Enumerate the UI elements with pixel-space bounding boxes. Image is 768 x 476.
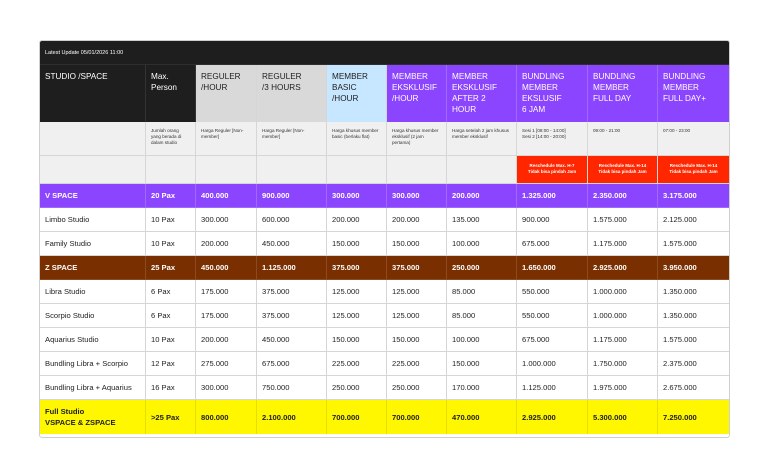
header-member-eksklusif: MEMBER EKSKLUSIF /HOUR bbox=[387, 65, 447, 122]
data-rows bbox=[40, 184, 729, 434]
price-table bbox=[39, 40, 730, 438]
price-cell: 1.000.000 bbox=[517, 352, 588, 376]
price-cell: 675.000 bbox=[517, 232, 588, 256]
v-space-row bbox=[40, 184, 729, 208]
price-cell: 2.675.000 bbox=[658, 376, 729, 400]
price-cell: 150.000 bbox=[327, 232, 387, 256]
header-reguler-3-hours: REGULER /3 HOURS bbox=[257, 65, 327, 122]
price-cell: 400.000 bbox=[196, 184, 257, 208]
price-cell: 1.575.000 bbox=[588, 208, 658, 232]
desc-cell: 09:00 - 21:00 bbox=[588, 122, 658, 156]
price-cell: 1.325.000 bbox=[517, 184, 588, 208]
desc-cell: Harga khusus member eksklusif (2 jam pertama) bbox=[387, 122, 447, 156]
header-member-basic: MEMBER BASIC /HOUR bbox=[327, 65, 387, 122]
latest-update-row bbox=[40, 41, 729, 65]
price-cell: 675.000 bbox=[257, 352, 327, 376]
note-cell bbox=[196, 156, 257, 184]
price-cell: 700.000 bbox=[387, 400, 447, 434]
price-cell: 3.950.000 bbox=[658, 256, 729, 280]
price-cell: 200.000 bbox=[196, 328, 257, 352]
note-cell bbox=[387, 156, 447, 184]
price-cell: 150.000 bbox=[387, 232, 447, 256]
max-person-cell: 16 Pax bbox=[146, 376, 196, 400]
description-row bbox=[40, 122, 729, 156]
price-cell: 1.575.000 bbox=[658, 232, 729, 256]
max-person-cell: 6 Pax bbox=[146, 280, 196, 304]
price-cell: 100.000 bbox=[447, 328, 517, 352]
price-cell: 800.000 bbox=[196, 400, 257, 434]
table-row bbox=[40, 304, 729, 328]
price-cell: 275.000 bbox=[196, 352, 257, 376]
price-cell: 700.000 bbox=[327, 400, 387, 434]
studio-name-cell: Limbo Studio bbox=[40, 208, 146, 232]
desc-cell: Harga Reguler [Non-member] bbox=[257, 122, 327, 156]
price-cell: 200.000 bbox=[196, 232, 257, 256]
header-member-eksklusif-after: MEMBER EKSKLUSIF AFTER 2 HOUR bbox=[447, 65, 517, 122]
note-cell bbox=[257, 156, 327, 184]
note-cell bbox=[40, 156, 146, 184]
price-cell: 900.000 bbox=[517, 208, 588, 232]
price-cell: 550.000 bbox=[517, 280, 588, 304]
max-person-cell: 10 Pax bbox=[146, 208, 196, 232]
table-row bbox=[40, 280, 729, 304]
header-bundling-6-jam: BUNDLING MEMBER EKSLUSIF 6 JAM bbox=[517, 65, 588, 122]
price-cell: 1.000.000 bbox=[588, 280, 658, 304]
desc-cell bbox=[40, 122, 146, 156]
price-cell: 250.000 bbox=[327, 376, 387, 400]
reschedule-note: Reschedule Max. H-14 Tidak bisa pindah Jam bbox=[588, 156, 658, 184]
price-cell: 125.000 bbox=[327, 304, 387, 328]
price-cell: 1.175.000 bbox=[588, 328, 658, 352]
max-person-cell: 12 Pax bbox=[146, 352, 196, 376]
max-person-cell: 25 Pax bbox=[146, 256, 196, 280]
price-cell: 450.000 bbox=[196, 256, 257, 280]
price-cell: 150.000 bbox=[327, 328, 387, 352]
price-cell: 1.125.000 bbox=[257, 256, 327, 280]
studio-name-cell: Libra Studio bbox=[40, 280, 146, 304]
price-cell: 300.000 bbox=[327, 184, 387, 208]
price-cell: 170.000 bbox=[447, 376, 517, 400]
price-cell: 750.000 bbox=[257, 376, 327, 400]
header-max-person: Max. Person bbox=[146, 65, 196, 122]
studio-name-cell: Family Studio bbox=[40, 232, 146, 256]
studio-name-cell: Aquarius Studio bbox=[40, 328, 146, 352]
max-person-cell: 20 Pax bbox=[146, 184, 196, 208]
studio-name-cell: Bundling Libra + Aquarius bbox=[40, 376, 146, 400]
table-row bbox=[40, 208, 729, 232]
studio-name-cell: Bundling Libra + Scorpio bbox=[40, 352, 146, 376]
studio-name-cell: Full Studio VSPACE & ZSPACE bbox=[40, 400, 146, 434]
price-cell: 125.000 bbox=[387, 280, 447, 304]
price-cell: 135.000 bbox=[447, 208, 517, 232]
price-cell: 375.000 bbox=[327, 256, 387, 280]
price-cell: 175.000 bbox=[196, 304, 257, 328]
desc-cell: 07:00 - 23:00 bbox=[658, 122, 729, 156]
price-cell: 150.000 bbox=[447, 352, 517, 376]
price-cell: 1.350.000 bbox=[658, 304, 729, 328]
studio-name-cell: Scorpio Studio bbox=[40, 304, 146, 328]
price-cell: 375.000 bbox=[257, 304, 327, 328]
price-cell: 85.000 bbox=[447, 304, 517, 328]
price-cell: 450.000 bbox=[257, 328, 327, 352]
price-cell: 125.000 bbox=[387, 304, 447, 328]
studio-name-cell: Z SPACE bbox=[40, 256, 146, 280]
price-cell: 225.000 bbox=[387, 352, 447, 376]
reschedule-note: Reschedule Max. H-7 Tidak bisa pindah Jam bbox=[517, 156, 588, 184]
price-cell: 2.925.000 bbox=[517, 400, 588, 434]
price-cell: 1.000.000 bbox=[588, 304, 658, 328]
header-studio-space: STUDIO /SPACE bbox=[40, 65, 146, 122]
note-cell bbox=[447, 156, 517, 184]
price-cell: 2.925.000 bbox=[588, 256, 658, 280]
price-cell: 150.000 bbox=[387, 328, 447, 352]
price-cell: 300.000 bbox=[387, 184, 447, 208]
table-row bbox=[40, 352, 729, 376]
studio-name-cell: V SPACE bbox=[40, 184, 146, 208]
price-cell: 375.000 bbox=[387, 256, 447, 280]
latest-update-text: Latest Update 05/01/2026 11:00 bbox=[40, 41, 729, 65]
price-cell: 1.750.000 bbox=[588, 352, 658, 376]
price-cell: 550.000 bbox=[517, 304, 588, 328]
reschedule-note: Reschedule Max. H-14 Tidak bisa pindah Jam bbox=[658, 156, 729, 184]
price-cell: 1.975.000 bbox=[588, 376, 658, 400]
max-person-cell: 10 Pax bbox=[146, 328, 196, 352]
full-space-row bbox=[40, 400, 729, 434]
header-row bbox=[40, 65, 729, 122]
price-cell: 375.000 bbox=[257, 280, 327, 304]
note-cell bbox=[146, 156, 196, 184]
desc-cell: Sesi 1 [08:00 - 14:00] Sesi 2 [14:00 - 20:00] bbox=[517, 122, 588, 156]
price-cell: 200.000 bbox=[327, 208, 387, 232]
header-bundling-full-day: BUNDLING MEMBER FULL DAY bbox=[588, 65, 658, 122]
price-cell: 1.175.000 bbox=[588, 232, 658, 256]
price-cell: 7.250.000 bbox=[663, 412, 697, 422]
price-cell: 470.000 bbox=[447, 400, 517, 434]
price-cell: 1.650.000 bbox=[517, 256, 588, 280]
price-cell: 2.375.000 bbox=[658, 352, 729, 376]
header-reguler-hour: REGULER /HOUR bbox=[196, 65, 257, 122]
price-cell: 2.350.000 bbox=[588, 184, 658, 208]
price-cell: 3.175.000 bbox=[658, 184, 729, 208]
price-cell: 200.000 bbox=[447, 184, 517, 208]
price-cell: 100.000 bbox=[447, 232, 517, 256]
max-person-cell: 6 Pax bbox=[146, 304, 196, 328]
table-row bbox=[40, 328, 729, 352]
price-cell: 225.000 bbox=[327, 352, 387, 376]
price-cell: 300.000 bbox=[196, 208, 257, 232]
price-cell: 250.000 bbox=[447, 256, 517, 280]
header-bundling-full-day-plus: BUNDLING MEMBER FULL DAY+ bbox=[658, 65, 729, 122]
price-cell: 600.000 bbox=[257, 208, 327, 232]
price-cell: 85.000 bbox=[447, 280, 517, 304]
price-cell: 200.000 bbox=[387, 208, 447, 232]
price-cell: 250.000 bbox=[387, 376, 447, 400]
desc-cell: Harga Reguler [Non-member] bbox=[196, 122, 257, 156]
price-cell: 5.300.000 bbox=[588, 400, 658, 434]
table-row bbox=[40, 232, 729, 256]
price-cell: 1.125.000 bbox=[517, 376, 588, 400]
desc-cell: Jumlah orang yang berada di dalam studio bbox=[146, 122, 196, 156]
desc-cell: Harga setelah 2 jam khusus member eksklusif bbox=[447, 122, 517, 156]
price-cell: 675.000 bbox=[517, 328, 588, 352]
price-cell: 1.575.000 bbox=[658, 328, 729, 352]
desc-cell: Harga khusus member basic (berlaku flat) bbox=[327, 122, 387, 156]
max-person-cell: 10 Pax bbox=[146, 232, 196, 256]
price-cell: 175.000 bbox=[196, 280, 257, 304]
price-cell: 125.000 bbox=[327, 280, 387, 304]
price-cell: 2.125.000 bbox=[658, 208, 729, 232]
max-person-cell: >25 Pax bbox=[146, 400, 196, 434]
notes-row bbox=[40, 156, 729, 184]
price-cell: 2.100.000 bbox=[257, 400, 327, 434]
table-row bbox=[40, 376, 729, 400]
price-cell: 450.000 bbox=[257, 232, 327, 256]
price-cell: 300.000 bbox=[196, 376, 257, 400]
price-cell: 900.000 bbox=[257, 184, 327, 208]
z-space-row bbox=[40, 256, 729, 280]
note-cell bbox=[327, 156, 387, 184]
price-cell: 1.350.000 bbox=[658, 280, 729, 304]
